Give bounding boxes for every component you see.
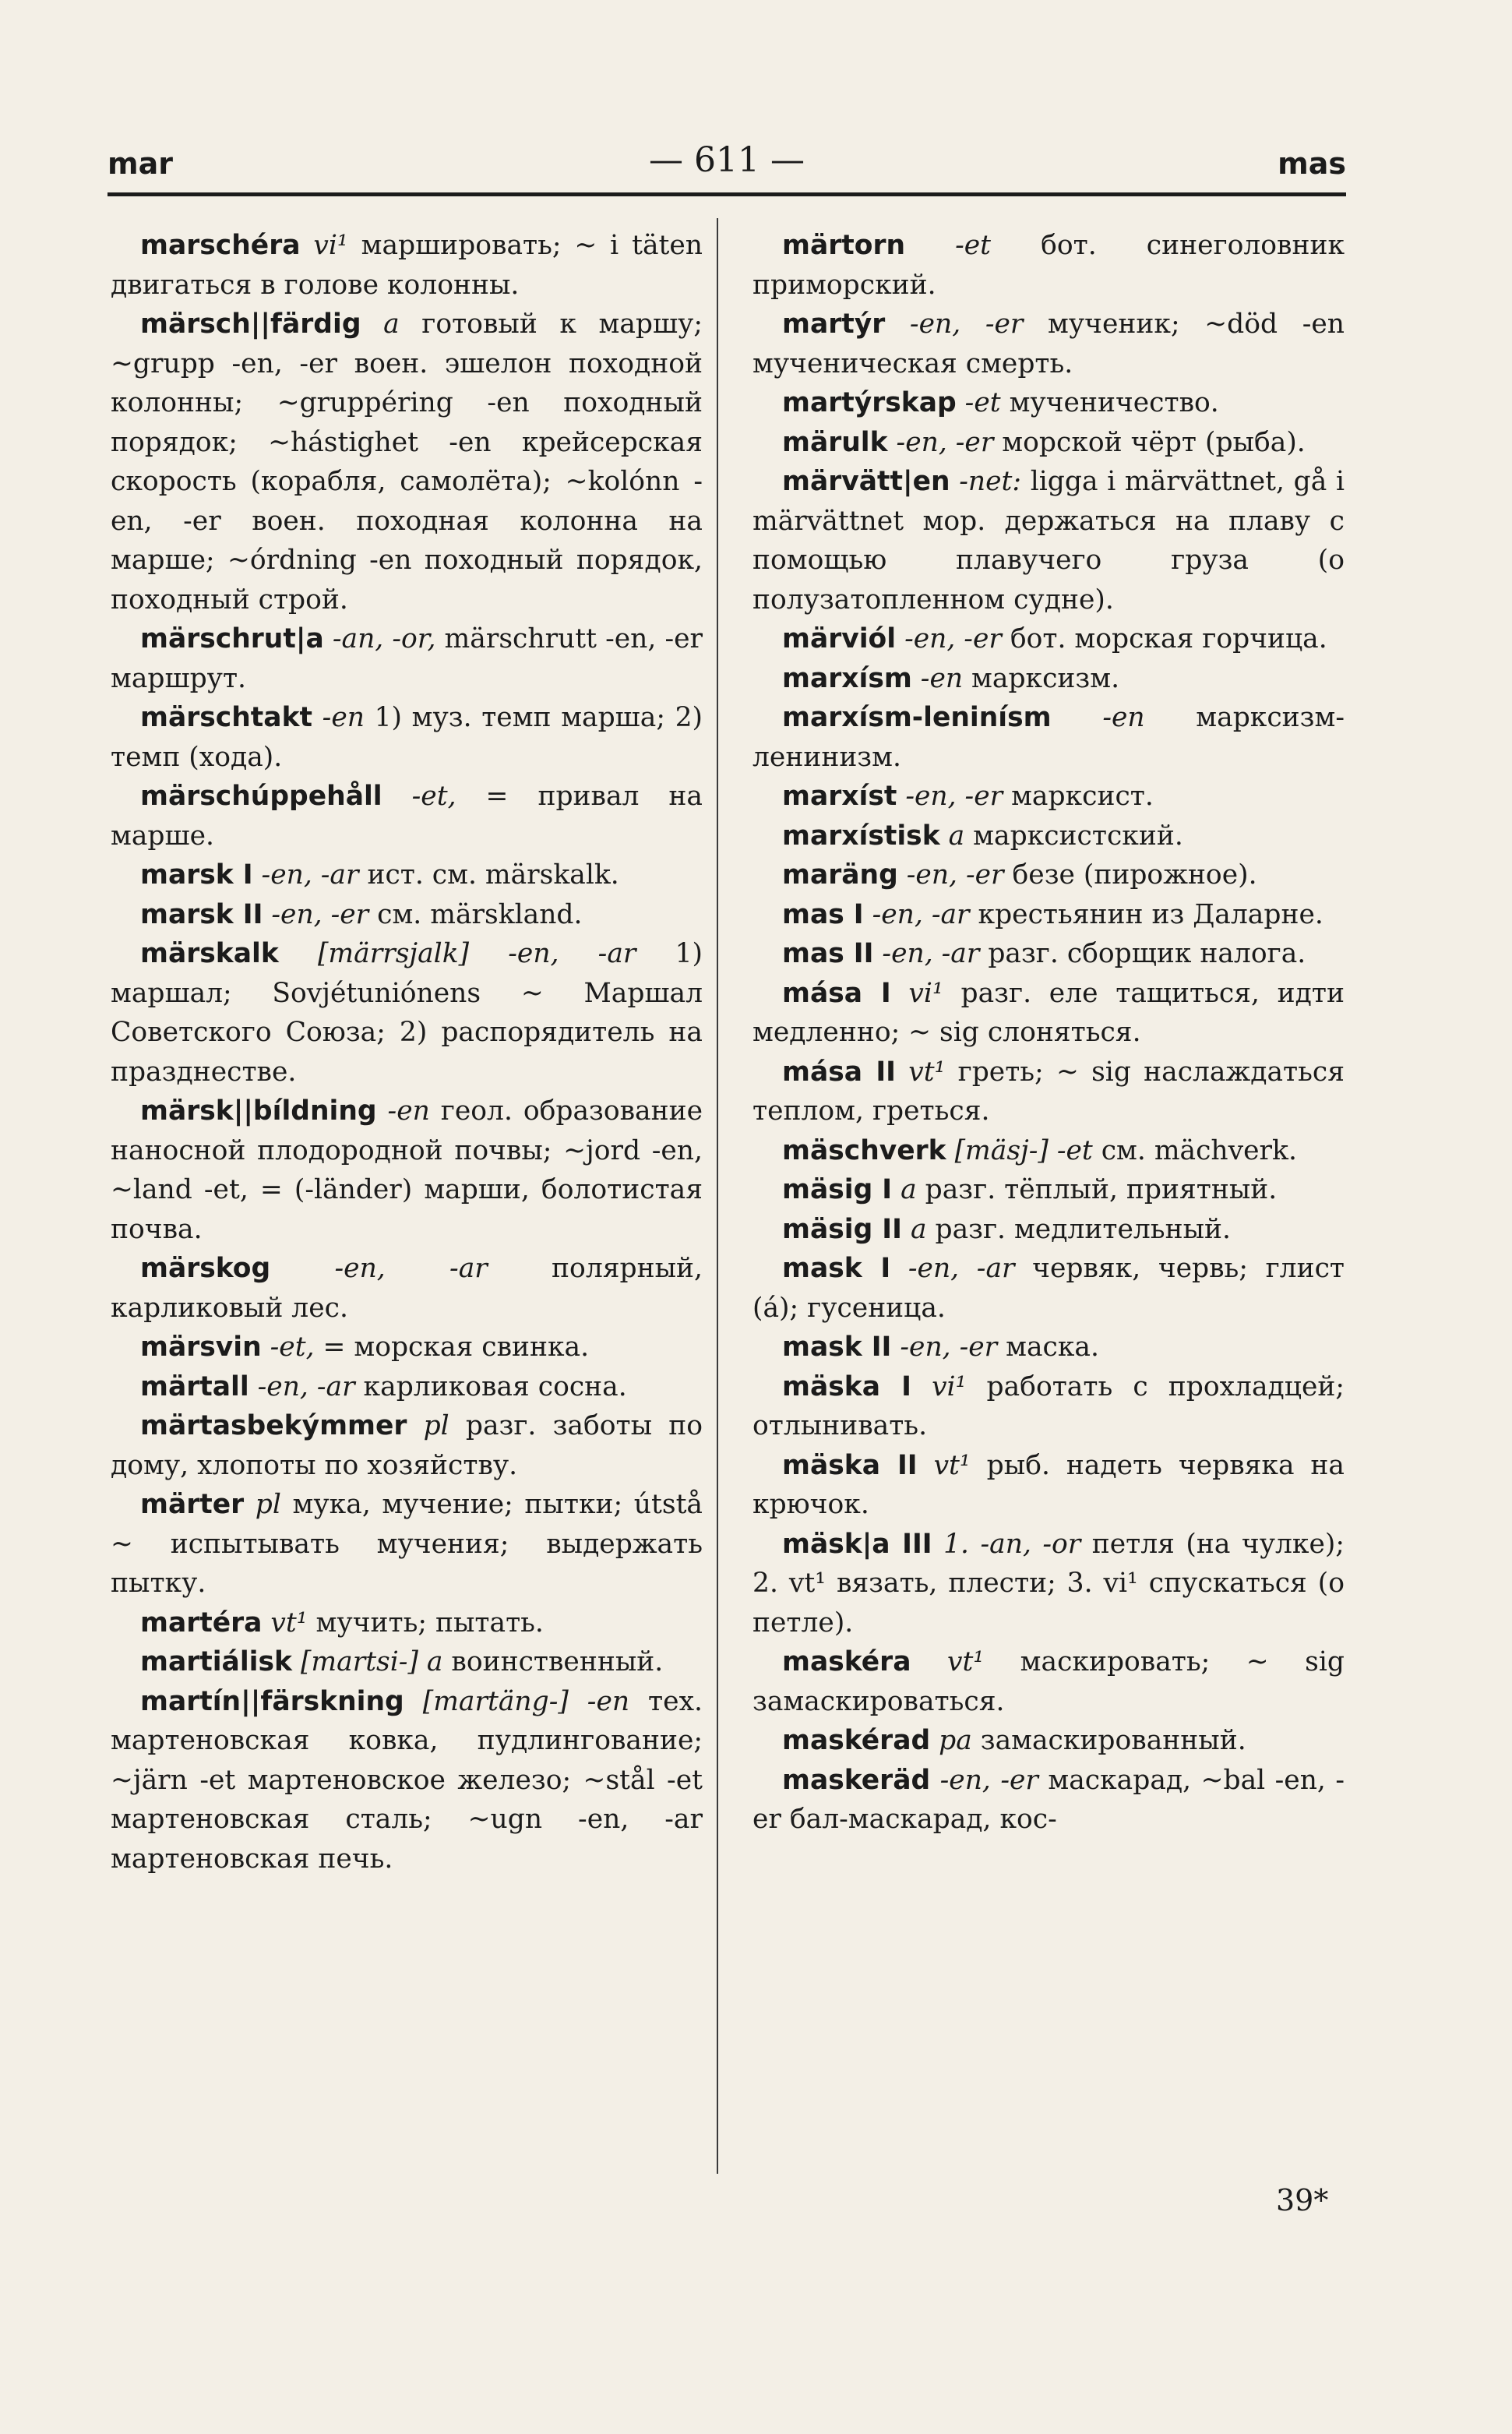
dictionary-entry bbox=[111, 855, 703, 895]
dictionary-entry bbox=[111, 1642, 703, 1682]
entry-definition: 1) маршал; Sovjétuniónens ~ Маршал Советского Союза; 2) распорядитель на празднестве. bbox=[111, 938, 703, 1088]
dictionary-entry bbox=[752, 1721, 1345, 1761]
entry-headword: martéra bbox=[140, 1607, 263, 1639]
entry-definition: тех. мартеновская ковка, пудлингование; ~järn -et мартеновское железо; ~stål -et мартеновская сталь; ~ugn -en, -ar мартеновская печь. bbox=[111, 1685, 703, 1875]
entry-headword: martýr bbox=[782, 309, 886, 340]
left-column bbox=[111, 226, 703, 1878]
dictionary-entry bbox=[111, 1406, 703, 1485]
entry-grammar: vt¹ bbox=[946, 1646, 985, 1677]
entry-definition: разг. медлительный. bbox=[926, 1213, 1231, 1245]
entry-headword: marxísm bbox=[782, 662, 912, 694]
signature-mark: 39* bbox=[1276, 2183, 1329, 2217]
dictionary-entry bbox=[111, 1092, 703, 1249]
entry-definition: воинственный. bbox=[442, 1646, 664, 1677]
entry-grammar: -en bbox=[322, 702, 365, 733]
entry-headword: mäsig I bbox=[782, 1174, 893, 1205]
entry-headword: marschéra bbox=[140, 230, 301, 261]
entry-grammar: vi¹ bbox=[932, 1370, 967, 1402]
entry-definition: ист. см. märskalk. bbox=[358, 859, 619, 891]
entry-definition: червяк, червь; глист (á); гусеница. bbox=[752, 1253, 1345, 1324]
entry-headword: märvätt|en bbox=[782, 466, 950, 497]
entry-headword: mäsk|a III bbox=[782, 1528, 932, 1560]
entry-definition: марксизм-ленинизм. bbox=[752, 702, 1345, 773]
entry-grammar: [martsi-] a bbox=[300, 1646, 443, 1677]
dictionary-entry bbox=[111, 1249, 703, 1328]
entry-grammar: -an, -or, bbox=[332, 623, 436, 654]
entry-definition: маскарад, ~bal -en, -er бал-маскарад, кос- bbox=[752, 1764, 1345, 1835]
entry-grammar: vt¹ bbox=[933, 1449, 971, 1481]
entry-definition: бот. морская горчица. bbox=[1001, 623, 1327, 654]
entry-headword: märsch||färdig bbox=[140, 309, 361, 340]
entry-grammar: [martäng-] -en bbox=[422, 1685, 630, 1717]
entry-grammar: -en, -ar bbox=[908, 1253, 1015, 1284]
entry-grammar: pl bbox=[423, 1410, 449, 1441]
entry-headword: märtasbekýmmer bbox=[140, 1410, 407, 1441]
dictionary-entry bbox=[111, 934, 703, 1092]
entry-grammar: -et bbox=[955, 230, 992, 261]
entry-headword: mas I bbox=[782, 898, 864, 930]
entry-headword: maskérad bbox=[782, 1725, 931, 1756]
entry-grammar: vt¹ bbox=[908, 1056, 946, 1088]
entry-definition: разг. еле тащиться, идти медленно; ~ sig слоняться. bbox=[752, 977, 1345, 1048]
entry-definition: маршировать; ~ i täten двигаться в голове колонны. bbox=[111, 230, 703, 301]
entry-headword: märulk bbox=[782, 426, 888, 458]
dictionary-entry bbox=[111, 1682, 703, 1879]
dictionary-entry bbox=[752, 895, 1345, 935]
entry-definition: märschrutt -en, -er маршрут. bbox=[111, 623, 703, 694]
entry-definition: крестьянин из Даларне. bbox=[969, 898, 1323, 930]
entry-definition: = привал на марше. bbox=[111, 781, 703, 852]
entry-definition: ligga i märvättnet, gå i märvättnet мор. держаться на плаву с помощью плавучего груза (о полузатопленном судне). bbox=[752, 466, 1345, 616]
entry-grammar: -en, -er bbox=[939, 1764, 1038, 1796]
entry-grammar: -net: bbox=[959, 466, 1022, 497]
dictionary-entry bbox=[752, 619, 1345, 659]
entry-grammar: a bbox=[383, 309, 400, 340]
dictionary-entry bbox=[752, 934, 1345, 974]
entry-grammar: -en bbox=[1102, 702, 1145, 733]
entry-headword: mäsig II bbox=[782, 1213, 902, 1245]
entry-definition: мученик; ~död -en мученическая смерть. bbox=[752, 309, 1345, 379]
entry-grammar: -en bbox=[920, 662, 964, 694]
entry-definition: маска. bbox=[997, 1332, 1099, 1363]
entry-headword: maskeräd bbox=[782, 1764, 931, 1796]
entry-headword: märtorn bbox=[782, 230, 906, 261]
entry-headword: märsvin bbox=[140, 1332, 262, 1363]
entry-headword: mask I bbox=[782, 1253, 891, 1284]
entry-grammar: -en, -ar bbox=[882, 938, 980, 969]
dictionary-entry bbox=[752, 305, 1345, 383]
dictionary-entry bbox=[111, 305, 703, 619]
entry-grammar: -en, -er bbox=[900, 1332, 998, 1363]
entry-headword: mas II bbox=[782, 938, 874, 969]
entry-headword: märter bbox=[140, 1489, 245, 1520]
dictionary-entry bbox=[752, 226, 1345, 305]
dictionary-entry bbox=[111, 1603, 703, 1643]
dictionary-entry bbox=[111, 1367, 703, 1407]
page-number: — 611 — bbox=[649, 140, 805, 180]
entry-definition: мученичество. bbox=[1000, 387, 1219, 418]
dictionary-entry bbox=[752, 698, 1345, 777]
column-divider bbox=[717, 218, 718, 2174]
entry-definition: работать с прохладцей; отлынивать. bbox=[752, 1370, 1345, 1441]
dictionary-entry bbox=[111, 1328, 703, 1367]
entry-headword: märschrut|a bbox=[140, 623, 324, 654]
dictionary-entry bbox=[752, 423, 1345, 463]
entry-headword: märskalk bbox=[140, 938, 279, 969]
entry-grammar: vt¹ bbox=[270, 1607, 308, 1639]
entry-headword: maräng bbox=[782, 859, 898, 891]
dictionary-entry bbox=[111, 895, 703, 935]
entry-headword: mása I bbox=[782, 977, 891, 1009]
entry-grammar: pa bbox=[939, 1725, 972, 1756]
entry-definition: замаскированный. bbox=[971, 1725, 1246, 1756]
entry-headword: marxísm-leninísm bbox=[782, 702, 1052, 733]
dictionary-entry bbox=[752, 462, 1345, 619]
entry-grammar: vi¹ bbox=[908, 977, 943, 1009]
entry-grammar: [mäsj-] -et bbox=[954, 1134, 1093, 1166]
entry-grammar: a bbox=[901, 1174, 917, 1205]
entry-definition: 1) муз. темп марша; 2) темп (хода). bbox=[111, 702, 703, 773]
entry-headword: märtall bbox=[140, 1370, 249, 1402]
entry-headword: marsk I bbox=[140, 859, 253, 891]
entry-definition: морской чёрт (рыба). bbox=[993, 426, 1306, 458]
entry-headword: martýrskap bbox=[782, 387, 957, 418]
dictionary-entry bbox=[752, 974, 1345, 1053]
entry-grammar: a bbox=[910, 1213, 927, 1245]
dictionary-entry bbox=[752, 777, 1345, 817]
running-header bbox=[107, 140, 1346, 195]
entry-definition: марксизм. bbox=[963, 662, 1120, 694]
entry-definition: разг. заботы по дому, хлопоты по хозяйству. bbox=[111, 1410, 703, 1481]
entry-definition: бот. синеголовник приморский. bbox=[752, 230, 1345, 301]
entry-definition: карликовая сосна. bbox=[354, 1370, 627, 1402]
dictionary-entry bbox=[111, 226, 703, 305]
entry-definition: марксистский. bbox=[964, 820, 1183, 852]
left-guide-word: mar bbox=[107, 146, 173, 181]
right-guide-word: mas bbox=[1278, 146, 1346, 181]
dictionary-entry bbox=[752, 1131, 1345, 1171]
entry-grammar: -en, -er bbox=[905, 781, 1003, 812]
dictionary-entry bbox=[752, 1328, 1345, 1367]
entry-definition: безе (пирожное). bbox=[1003, 859, 1257, 891]
header-rule bbox=[107, 192, 1346, 196]
entry-headword: mäska I bbox=[782, 1370, 911, 1402]
entry-headword: maskéra bbox=[782, 1646, 911, 1677]
dictionary-entry bbox=[752, 1210, 1345, 1250]
dictionary-entry bbox=[752, 1761, 1345, 1840]
entry-definition: см. märskland. bbox=[368, 898, 583, 930]
dictionary-entry bbox=[111, 698, 703, 777]
entry-grammar: [märrsjalk] -en, -ar bbox=[317, 938, 636, 969]
entry-grammar: 1. -an, -or bbox=[943, 1528, 1081, 1560]
entry-headword: marxíst bbox=[782, 781, 897, 812]
entry-grammar: -en, -er bbox=[906, 859, 1004, 891]
dictionary-entry bbox=[111, 777, 703, 855]
dictionary-entry bbox=[111, 1485, 703, 1603]
entry-grammar: -en, -er bbox=[271, 898, 369, 930]
dictionary-entry bbox=[111, 619, 703, 698]
dictionary-entry bbox=[752, 1642, 1345, 1721]
entry-headword: märschúppehåll bbox=[140, 781, 382, 812]
entry-definition: готовый к маршу; ~grupp -en, -er воен. эшелон походной колонны; ~gruppéring -en походный порядок; ~hástighet -en крейсерская скорость (корабля, самолёта); ~kolónn -en, -er воен. походная колонна на марше; ~órdning -en походный порядок, походный строй. bbox=[111, 309, 703, 616]
dictionary-entry bbox=[752, 855, 1345, 895]
entry-grammar: -en, -er bbox=[896, 426, 994, 458]
right-column bbox=[752, 226, 1345, 1840]
dictionary-entry bbox=[752, 1249, 1345, 1328]
dictionary-entry bbox=[752, 1525, 1345, 1643]
dictionary-entry bbox=[752, 383, 1345, 423]
entry-grammar: -en, -er bbox=[909, 309, 1024, 340]
entry-definition: марксист. bbox=[1003, 781, 1154, 812]
dictionary-entry bbox=[752, 817, 1345, 856]
entry-grammar: -en, -ar bbox=[261, 859, 359, 891]
entry-headword: martín||färskning bbox=[140, 1685, 404, 1717]
entry-headword: märviól bbox=[782, 623, 897, 654]
entry-headword: mäschverk bbox=[782, 1134, 946, 1166]
entry-headword: mask II bbox=[782, 1332, 892, 1363]
entry-grammar: -et bbox=[964, 387, 1001, 418]
entry-definition: рыб. надеть червяка на крючок. bbox=[752, 1449, 1345, 1520]
entry-headword: mása II bbox=[782, 1056, 896, 1088]
entry-grammar: vi¹ bbox=[313, 230, 348, 261]
dictionary-entry bbox=[752, 1367, 1345, 1446]
entry-headword: marxístisk bbox=[782, 820, 940, 852]
entry-headword: märschtakt bbox=[140, 702, 312, 733]
dictionary-entry bbox=[752, 659, 1345, 699]
entry-definition: петля (на чулке); 2. vt¹ вязать, плести; 3. vi¹ спускаться (о петле). bbox=[752, 1528, 1345, 1639]
entry-grammar: -en, -ar bbox=[334, 1253, 488, 1284]
entry-grammar: -et, bbox=[411, 781, 456, 812]
entry-grammar: -en, -ar bbox=[257, 1370, 355, 1402]
entry-definition: геол. образование наносной плодородной почвы; ~jord -en, ~land -et, = (-länder) марши, болотистая почва. bbox=[111, 1095, 703, 1245]
entry-headword: martiálisk bbox=[140, 1646, 292, 1677]
entry-headword: märsk||bíldning bbox=[140, 1095, 377, 1127]
entry-grammar: pl bbox=[255, 1489, 281, 1520]
entry-definition: разг. сборщик налога. bbox=[979, 938, 1306, 969]
entry-definition: мука, мучение; пытки; útstå ~ испытывать мучения; выдержать пытку. bbox=[111, 1489, 703, 1599]
entry-grammar: -en, -ar bbox=[872, 898, 970, 930]
entry-definition: см. mächverk. bbox=[1092, 1134, 1297, 1166]
dictionary-entry bbox=[752, 1170, 1345, 1210]
entry-grammar: -en bbox=[387, 1095, 430, 1127]
entry-headword: marsk II bbox=[140, 898, 263, 930]
entry-definition: маскировать; ~ sig замаскироваться. bbox=[752, 1646, 1345, 1717]
dictionary-entry bbox=[752, 1446, 1345, 1525]
entry-grammar: -en, -er bbox=[904, 623, 1002, 654]
entry-definition: мучить; пытать. bbox=[307, 1607, 544, 1639]
entry-definition: греть; ~ sig наслаждаться теплом, греться. bbox=[752, 1056, 1345, 1127]
entry-definition: полярный, карликовый лес. bbox=[111, 1253, 703, 1324]
entry-headword: märskog bbox=[140, 1253, 271, 1284]
entry-headword: mäska II bbox=[782, 1449, 918, 1481]
entry-definition: = морская свинка. bbox=[314, 1332, 590, 1363]
entry-definition: разг. тёплый, приятный. bbox=[916, 1174, 1278, 1205]
dictionary-entry bbox=[752, 1053, 1345, 1131]
entry-grammar: -et, bbox=[270, 1332, 315, 1363]
entry-grammar: a bbox=[948, 820, 965, 852]
